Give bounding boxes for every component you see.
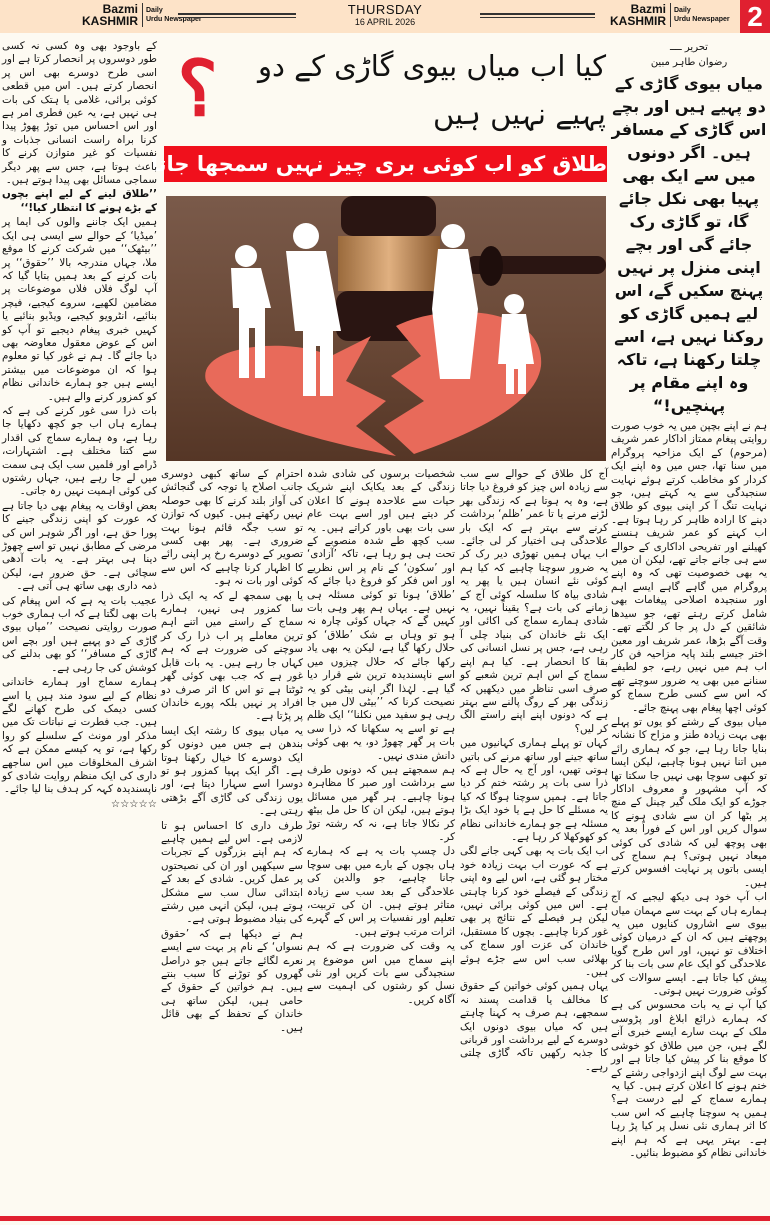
paragraph: کیا آپ نے یہ بات محسوس کی ہے کہ ہمارے ذرائع ابلاغ اور پڑوسی ملک کے بہت سارے ایسے خبری آنے لگے ہیں، جن میں طلاق کو خوشی کا موقع بنا کر پیش کیا جاتا ہے اور بہت سے لوگ اپنے ازدواجی رشتے کے ختم ہونے کا اعلان کرتے ہیں۔ کیا یہ ہمارے سماج کے لیے درست ہے؟ ہمیں یہ سوچنا چاہیے کہ اس سب کا اثر ہماری نئی نسل پر کیا پڑ رہا ہے۔ بہتر یہی ہے کہ ہم اپنے خاندانی نظام کو مضبوط بنائیں۔	[611, 999, 767, 1159]
article-column-3	[161, 468, 303, 1036]
divider-rule	[178, 13, 296, 18]
page-number: 2	[740, 0, 770, 33]
paragraph: اب آپ خود ہی دیکھ لیجیے کہ آج ہمارے ہاں کے بہت سے مہمان میاں بیوی سے اشاروں کنایوں میں یہ پوچھتے ہیں کہ ان کے درمیان کوئی اختلاف تو نہیں، اور اس طرح گویا علاحدگی کو ایک عام سی بات بنا کر پیش کیا جاتا ہے۔ ایسے سوالات کی کوئی ضرورت نہیں ہوتی۔	[611, 891, 767, 998]
paragraph: ہمیں ایک جاننے والوں کی ایما پر ’میڈیا‘ کے حوالے سے ایسی ہی ایک ’’بیٹھک‘‘ میں شرکت کرنے کا موقع ملا، جہاں مندرجہ بالا ’’حقوق‘‘ پر بات کرنے کے بعد ہمیں بتایا گیا کہ آپ لوگ فلاں فلاں موضوعات پر مضامین لکھیے، سروے کیجیے، فیچر بنائیے، انٹرویو کیجیے، ویڈیو بنائیے یا کہیں خبری پیغام دیجیے تو آپ کو اس کے عوض معقول معاوضہ بھی دیا جائے گا۔ ہم نے غور کیا تو معلوم ہوا کہ ان موضوعات میں بیشتر ایسے ہیں جو ہمارے خاندانی نظام کو کمزور کرنے والے ہیں۔	[2, 216, 157, 403]
brand-sub-2: Urdu Newspaper	[674, 16, 730, 23]
byline-label: تحریر ــــ	[670, 42, 708, 53]
article-continuation-column	[2, 40, 157, 812]
paragraph: یا بھی سمجھ لے کہ یہ ایک ذرا سا کمزور ہی نہیں، ہمارے سماج کے راستے میں اتنے اہم ترین معاملے پر اب ذرا رک کر سوچنے کی ضرورت ہے کہ ہم کہاں جا رہے ہیں۔ یہ بات قابل غور ہے کہ جب بھی کوئی گھر ٹوٹتا ہے تو اس کا اثر صرف دو افراد پر نہیں بلکہ پورے خاندان پر پڑتا ہے۔	[161, 589, 303, 723]
date-block	[320, 2, 450, 27]
brand-sub-2: Urdu Newspaper	[146, 16, 202, 23]
article-column-2	[307, 468, 455, 1008]
paragraph: ہم سمجھتے ہیں کہ دونوں طرف سے برداشت اور صبر کا مظاہرہ ہونا چاہیے۔ ہر گھر میں مسائل ہوتے ہیں، لیکن ان کا حل مل بیٹھ کر نکالا جاتا ہے، نہ کہ رشتہ توڑ کر۔	[307, 763, 455, 843]
brand-name-2: KASHMIR	[610, 14, 666, 28]
paragraph: شخصیات برسوں کی شادی شدہ زندگی کے بعد یکایک اپنے شریک حیات سے علاحدہ ہونے کا اعلان کر دیتے ہیں اور اسے بہت عام سی بات بھی باور کراتے ہیں۔ یہ سب کچھ طے شدہ منصوبے کے تحت ہی ہو رہا ہے، تاکہ ’آزادی‘ اور ’سکون‘ کے نام پر اس نظریے اور اس فکر کو فروغ دیا جائے کہ ’طلاق‘ ہونا تو کوئی مسئلہ ہی نہیں ہے۔ یہاں ہم پھر وہی بات کہیں گے کہ جہاں کوئی چارہ نہ ہو تو وہاں بے شک ’طلاق‘ کو حلال رکھا گیا ہے، لیکن یہ بھی یاد رکھا جائے کہ حلال چیزوں میں اسے ناپسندیدہ ترین شے قرار دیا گیا ہے۔ لہٰذا اگر اپنی بیٹی کو یہ نصیحت کرنا کہ ’’بیٹی لال میں جا رہی ہو سفید میں نکلنا‘‘ ایک ظلم ہے تو اسے یہ سکھانا کہ ذرا سی بات پر گھر چھوڑ دو، یہ بھی کوئی دانش مندی نہیں۔	[307, 468, 455, 762]
headline: کیا اب میاں بیوی گاڑی کے دو پہیے نہیں ہیں	[257, 49, 606, 131]
lead-quote: میاں بیوی گاڑی کے دو پہیے ہیں اور بچے اس گاڑی کے مسافر ہیں۔ اگر دونوں میں سے ایک بھی پہیا بھی نکل جائے گا، تو گاڑی رک جائے گی اور بچے اپنی منزل پر نہیں پہنچ سکیں گے، اس لیے ہمیں گاڑی کو روکنا نہیں ہے، اسے چلتا رکھنا ہے، تاکہ وہ اپنے مقام پر پہنچیں!“	[611, 74, 767, 415]
paragraph: آج کل طلاق کے حوالے سے سب سے زیادہ اس چیز کو فروغ دیا جاتا ہے، وہ یہ ہوتا ہے کہ زندگی بھر لڑنے مرنے یا تا عمر ’ظلم‘ برداشت کرنے سے بہتر ہے کہ ایک بار علاحدگی ہی اختیار کر لی جائے۔ اب یہاں ہمیں تھوڑی دیر رک کر یہ ضرور سوچنا چاہیے کہ کیا ہم کوئی نئے انسان ہیں یا پھر یہ شادی بیاہ کا سلسلہ کوئی آج کے زمانے کی بات ہے؟ یقیناً نہیں، یہ شادی ہمارے سماج کی اکائی اور ایک نئے خاندان کی بنیاد چلی آ رہی ہے، جس پر نسل انسانی کی بقا کا انحصار ہے۔ کیا ہم اپنے سماج کے اس اہم ترین شعبے کو صرف اسی تناظر میں دیکھیں کہ زندگی بھر کے روگ پالنے سے بہتر ہے کہ دونوں اپنے اپنے راستے الگ کر لیں؟	[460, 468, 608, 735]
end-stars: ☆☆☆☆☆	[110, 797, 157, 810]
masthead	[0, 0, 770, 33]
paragraph: ہم نے دیکھا ہے کہ ’حقوق نسواں‘ کے نام پر بہت سے ایسے نعرے لگائے جاتے ہیں جو دراصل گھروں کو توڑنے کا سبب بنتے ہیں۔ ہم خواتین کے حقوق کے حامی ہیں، لیکن ساتھ ہی خاندان کے تحفظ کے بھی قائل ہیں۔	[161, 927, 303, 1034]
weekday: THURSDAY	[347, 2, 423, 17]
paragraph: یہ وقت کی ضرورت ہے کہ ہم اپنے سماج میں اس موضوع پر سنجیدگی سے بات کریں اور نئی نسل کو رشتوں کی اہمیت سے آگاہ کریں۔	[307, 940, 455, 1006]
paragraph: کہاں تو پہلے ہماری کہانیوں میں ساتھ جینے اور ساتھ مرنے کی باتیں ہوتی تھیں، اور آج یہ حال ہے کہ ذرا سی بات پر رشتہ ختم کر دیا جاتا ہے۔ ہمیں سوچنا ہوگا کہ کیا یہ مسئلے کا حل ہے یا خود ایک بڑا مسئلہ ہے جو ہمارے خاندانی نظام کو کھوکھلا کر رہا ہے۔	[460, 737, 608, 843]
article-photo	[166, 196, 606, 461]
paragraph: ہمارے سماج اور ہمارے خاندانی نظام کے لیے سود مند ہیں یا اسے کسی دیمک کی طرح کھانے لگے ہیں۔ جب فطرت نے نباتات تک میں مذکر اور مونث کے سلسلے کو روا رکھا ہے، تو یہ کیسے ممکن ہے کہ اشرف المخلوقات میں اس ساجھے داری کی ایک منظم روایت شادی کو ناپسندیدہ کہہ کر ہدف بنا لیا جائے۔	[2, 676, 157, 796]
author-name: رضوان طاہر مبین	[650, 57, 728, 68]
brand-sub: Daily	[146, 7, 163, 14]
paragraph: دل چسپ بات یہ ہے کہ ہمارے ہاں بچوں کے بارے میں بھی سوچا جانا چاہیے، جو والدین کی علاحدگی کے بعد سب سے زیادہ متاثر ہوتے ہیں۔ ان کی تربیت، تعلیم اور نفسیات پر اس کے گہرے اثرات مرتب ہوتے ہیں۔	[307, 845, 455, 938]
divider-rule	[480, 13, 595, 18]
brand-logo-right	[610, 3, 730, 27]
paragraph: یہ میاں بیوی کا رشتہ ایک ایسا بندھن ہے جس میں دونوں کو ایک دوسرے کا خیال رکھنا ہوتا ہے۔ اگر ایک پہیا کمزور ہو تو دوسرا اسے سہارا دیتا ہے، اور یوں زندگی کی گاڑی آگے بڑھتی رہتی ہے۔	[161, 724, 303, 818]
paragraph: احترام کے ساتھ کبھی دوسری جانب اصلاح یا توجہ کی گنجائش کی آواز بلند کرنے کا بھی حوصلہ نہیں رکھتے ہیں۔ کیوں کہ توازن تو سب جگہ قائم ہونا بہت ضروری ہے۔ پھر بھی کسی تصویر کے دوسرے رخ پر اپنی رائے کا اظہار کرنا چاہیے کہ اس سے کوئی اور بات نہ ہو۔	[161, 468, 303, 588]
paragraph: عجیب بات یہ ہے کہ اس پیغام کی بات بھی لگتا ہے کہ اب ہماری خوب صورت روایتی نصیحت ’’میاں بیوی گاڑی کے دو پہیے ہیں اور بچے اس گاڑی کے مسافر‘‘ کو بھی بدلنے کی کوشش کی جا رہی ہے۔	[2, 594, 157, 674]
paragraph: بعض اوقات یہ پیغام بھی دیا جاتا ہے کہ عورت کو اپنی زندگی جینے کا پورا حق ہے، اور اگر شوہر اس کی مرضی کے مطابق نہیں تو اسے چھوڑ دینا ہی بہتر ہے۔ یہ بات آدھی سچائی ہے۔ حق ضرور ہے، لیکن ذمہ داری بھی ساتھ ہی آتی ہے۔	[2, 499, 157, 593]
paragraph: طرف داری کا احساس ہو تا لازمی ہے۔ اس لیے ہمیں چاہیے کہ ہم اپنے بزرگوں کے تجربات سے سیکھیں اور ان کی نصیحتوں پر عمل کریں۔ شادی کے بعد کے ابتدائی سال سب سے مشکل ہوتے ہیں، لیکن انہی میں رشتے کی بنیاد مضبوط ہوتی ہے۔	[161, 819, 303, 926]
article-column-1	[460, 468, 608, 1075]
subheadline-banner: طلاق کو اب کوئی بری چیز نہیں سمجھا جاتا	[164, 146, 607, 182]
brand-name: Bazmi	[102, 2, 138, 16]
question-mark-icon: ؟	[177, 48, 218, 132]
paragraph: میاں بیوی کے رشتے کو یوں تو پہلے بھی بہت زیادہ طنز و مزاح کا نشانہ بنایا جاتا رہا ہے، جو کہ ہماری رائے میں اتنا نہیں ہونا چاہیے، لیکن ایسا تو کبھی سوچا بھی نہیں جا سکتا تھا کہ آپ مشہور و معروف اداکار جوڑے کو ایک ملک گیر چینل کے منچ پر بٹھا کر ان سے شادی ہونے کا سوال کریں اور اس کے فوراً بعد یہ بھی پوچھ لیں کہ شادی کی کوئی میعاد نہیں ہوتی؟ ہم سماج کی ایسی باتوں پر نہایت افسوس کرتے ہیں۔	[611, 715, 767, 889]
footer-rule	[0, 1216, 770, 1221]
paragraph: کے باوجود بھی وہ کسی نہ کسی طور دوسروں پر انحصار کرتا ہے اور اسی طرح دوسرے بھی اس پر انحصار کرتے ہیں۔ اس میں قطعی کوئی برائی، غلامی یا ہتک کی بات ہی نہیں ہے، یہ عین فطری امر ہے اور اس احساس میں توڑ پھوڑ پیدا کرنا براہ راست انسانی جذبات و نفسیات کو غیر متوازن کرنے کا باعث ہوتا ہے، جس سے پھر دیگر سماجی مسائل بھی پیدا ہوتے ہیں۔	[2, 40, 157, 187]
brand-sub: Daily	[674, 7, 691, 14]
date: 16 APRIL 2026	[354, 17, 416, 27]
brand-name: Bazmi	[630, 2, 666, 16]
article-intro-column	[611, 40, 767, 1161]
subheading: ’’طلاق لینے کے لیے اپنے بچوں کے بڑے ہونے کا انتظار کیا!‘‘	[2, 188, 157, 214]
brand-name-2: KASHMIR	[82, 14, 138, 28]
paragraph: اب ایک بات یہ بھی کہی جانے لگی ہے کہ عورت اب بہت زیادہ خود مختار ہو گئی ہے، اس لیے وہ اپنی زندگی کے فیصلے خود کرنا چاہتی ہے۔ اس میں کوئی برائی نہیں، لیکن ہر فیصلے کے نتائج پر بھی غور کرنا چاہیے۔ بچوں کا مستقبل، خاندان کی عزت اور سماج کی بھلائی سب اس سے جڑے ہوئے ہیں۔	[460, 845, 608, 979]
paragraph: یہاں ہمیں کوئی خواتین کے حقوق کا مخالف یا قدامت پسند نہ سمجھے، ہم صرف یہ کہنا چاہتے ہیں کہ میاں بیوی دونوں ایک دوسرے کے لیے برداشت اور قربانی کا جذبہ رکھیں تاکہ گاڑی چلتی رہے۔	[460, 980, 608, 1073]
paragraph: بات ذرا سی غور کرنے کی ہے کہ ہمارے ہاں اب جو کچھ دکھایا جا رہا ہے، وہ ہمارے سماج کی اقدار سے کتنا مختلف ہے۔ اشتہارات، ڈرامے اور فلمیں سب ایک ہی سمت میں لے جا رہے ہیں، جہاں رشتوں کی کوئی اہمیت نہیں رہ جاتی۔	[2, 404, 157, 498]
paragraph: ہم نے اپنے بچپن میں یہ خوب صورت روایتی پیغام ممتاز اداکار عمر شریف (مرحوم) کے ایک مزاحیہ پروگرام میں سنا تھا، جس میں وہ اپنے ایک کردار کو مخاطب کرتے ہوئے نہایت سنجیدگی سے یہ کہتے ہیں، جو نہایت تنگ آ کر اپنی بیوی کو طلاق دینے کا ارادہ ظاہر کر رہا ہوتا ہے۔ اب کہنے کو عمر شریف ہنسنے کھیلنے اور تفریحی اداکاری کے حوالے سے ہی جانے جاتے تھے، لیکن ان میں یہ بھی خصوصیت تھی کہ وہ اپنے پروگرام میں گاہے گاہے ایسے اہم اور سنجیدہ اصلاحی پیغامات بھی شامل کرتے رہتے تھے، جو سیدھا شائقین کے دل پر جا کر لگتے تھے۔ وقت آگے بڑھا، عمر شریف اور معین اختر جیسے بلند پایہ مزاحیہ فن کار اب ہم میں نہیں رہے، جو لطیفے سنانے میں بھی یہ ضرور سوچتے تھے کہ اس سے کسی طرح سماج کو کوئی اچھا پیغام بھی پہنچ جائے۔	[611, 420, 767, 714]
